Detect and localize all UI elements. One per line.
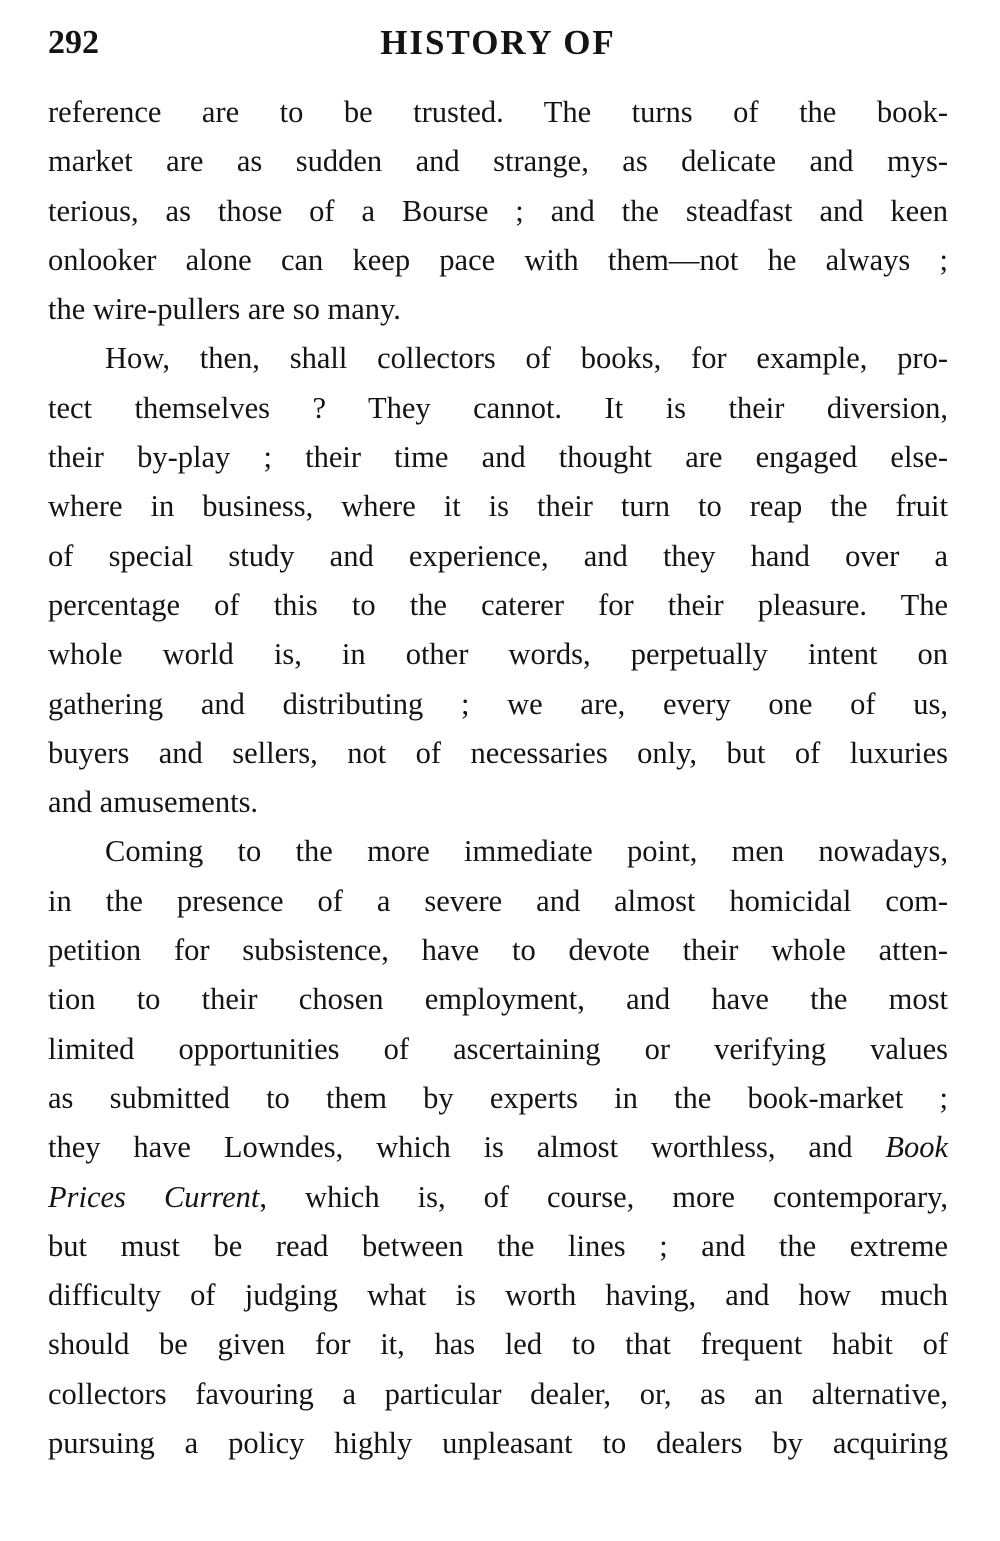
text-line: where in business, where it is their turn to reap the fruit — [48, 489, 948, 524]
text-line: tect themselves ? They cannot. It is their diversion, — [48, 390, 948, 425]
text-line: How, then, shall collectors of books, for example, pro- — [105, 341, 948, 376]
text-line: as submitted to them by experts in the book-market ; — [48, 1080, 948, 1115]
text-line: market are as sudden and strange, as delicate and mys- — [48, 144, 948, 179]
text-line: tion to their chosen employment, and have the most — [48, 982, 948, 1017]
text-line: Coming to the more immediate point, men nowadays, — [105, 834, 948, 869]
text-line: percentage of this to the caterer for their pleasure. The — [48, 587, 948, 622]
text-line: petition for subsistence, have to devote their whole atten- — [48, 933, 948, 968]
text-line: and amusements. — [48, 785, 259, 820]
text-line: the wire-pullers are so many. — [48, 292, 401, 327]
italic-title: Prices Current — [48, 1179, 260, 1214]
text-line: buyers and sellers, not of necessaries only, but of luxuries — [48, 735, 948, 770]
text-line: of special study and experience, and they hand over a — [48, 538, 948, 573]
text-line: difficulty of judging what is worth having, and how much — [48, 1278, 948, 1313]
text-line: terious, as those of a Bourse ; and the steadfast and keen — [48, 193, 948, 228]
text-line: collectors favouring a particular dealer, or, as an alternative, — [48, 1376, 948, 1411]
text-line: gathering and distributing ; we are, every one of us, — [48, 686, 948, 721]
text-line: should be given for it, has led to that frequent habit of — [48, 1327, 948, 1362]
text-line: but must be read between the lines ; and the extreme — [48, 1228, 948, 1263]
running-title: HISTORY OF — [380, 23, 616, 62]
paragraph-1 — [48, 88, 948, 334]
text-line: Prices Current, which is, of course, more contemporary, — [48, 1179, 948, 1214]
paragraph-3 — [48, 827, 948, 1468]
text-line: their by-play ; their time and thought are engaged else- — [48, 440, 948, 475]
page-number: 292 — [48, 24, 99, 61]
body-text — [48, 88, 948, 1468]
paragraph-2 — [48, 334, 948, 827]
text-line: reference are to be trusted. The turns of the book- — [48, 95, 948, 129]
text-line: onlooker alone can keep pace with them—not he always ; — [48, 242, 948, 277]
page-header — [48, 18, 948, 68]
text-line: in the presence of a severe and almost homicidal com- — [48, 883, 948, 918]
text-line: limited opportunities of ascertaining or verifying values — [48, 1031, 948, 1066]
italic-title: Book — [885, 1130, 948, 1165]
text-line: pursuing a policy highly unpleasant to dealers by acquiring — [48, 1426, 948, 1461]
text-line: whole world is, in other words, perpetually intent on — [48, 637, 948, 672]
text-line: they have Lowndes, which is almost worthless, and Book — [48, 1130, 948, 1165]
